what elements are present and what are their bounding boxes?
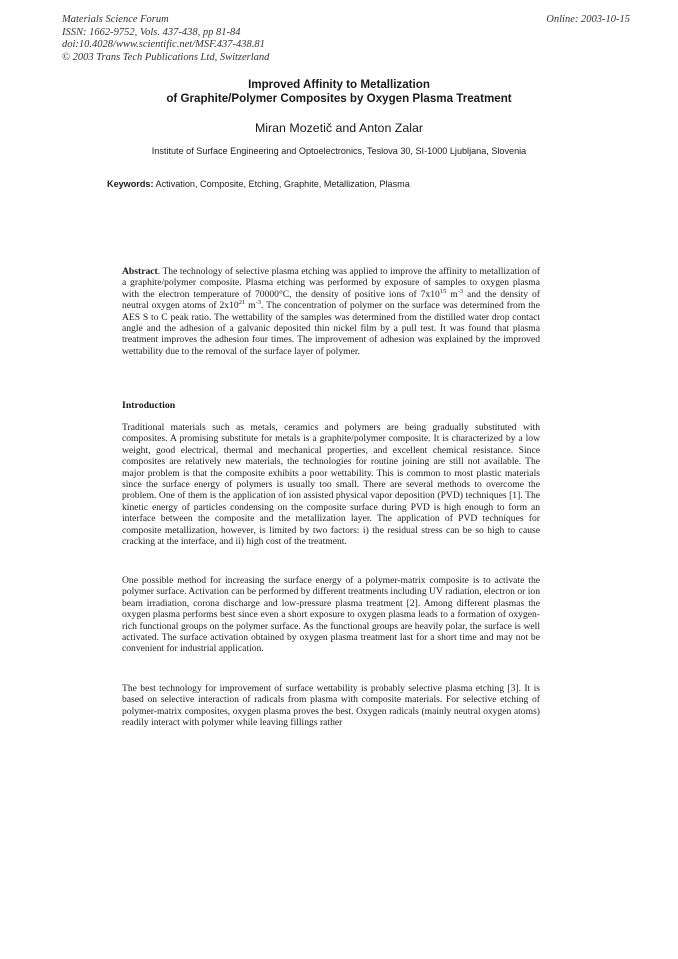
abstract-exp-3: 21 bbox=[238, 299, 246, 307]
keywords-list: Activation, Composite, Etching, Graphite, Metallization, Plasma bbox=[155, 179, 410, 189]
keywords-label: Keywords: bbox=[107, 179, 154, 189]
title-line-2: of Graphite/Polymer Composites by Oxygen Plasma Treatment bbox=[166, 92, 512, 105]
abstract-text-1: . The technology of selective plasma etching was applied to improve the affinity to metallization of a graphite/polymer composite. Plasma etching was performed by exposure of samples to oxygen plasma with the electron temperature of 70000°C, the density of positive ions of 7x10 bbox=[122, 266, 540, 300]
paper-title bbox=[0, 78, 678, 106]
journal-issn: ISSN: 1662-9752, Vols. 437-438, pp 81-84 bbox=[62, 26, 241, 38]
journal-name: Materials Science Forum bbox=[62, 14, 169, 25]
journal-header bbox=[62, 14, 269, 64]
abstract-label: Abstract bbox=[122, 266, 158, 277]
title-line-1: Improved Affinity to Metallization bbox=[248, 78, 430, 91]
intro-paragraph-3: The best technology for improvement of surface wettability is probably selective plasma etching [3]. It is based on selective interaction of radicals from plasma with composite materials. For selective etching of polymer-matrix composites, oxygen plasma proves the best. Oxygen radicals (mainly neutral oxygen atoms) readily interact with polymer while leaving fillings rather bbox=[122, 683, 540, 729]
abstract bbox=[122, 266, 540, 357]
affiliation: Institute of Surface Engineering and Optoelectronics, Teslova 30, SI-1000 Ljubljana, Slovenia bbox=[151, 146, 527, 156]
abstract-text-4: m bbox=[245, 300, 256, 312]
abstract-text-3: and the density of neutral oxygen atoms of 2x10 bbox=[122, 288, 540, 312]
abstract-exp-4: -3 bbox=[255, 299, 261, 307]
keywords bbox=[107, 179, 410, 189]
intro-paragraph-2: One possible method for increasing the surface energy of a polymer-matrix composite is to activate the polymer surface. Activation can be performed by different treatments including UV radiation, electron or ion beam irradiation, corona discharge and low-pressure plasma treatment [2]. Among different plasmas the oxygen plasma performs best since even a short exposure to oxygen plasma leads to a formation of oxygen-rich functional groups on the polymer surface. As the functional groups are heavily polar, the surface is well activated. The surface activation obtained by oxygen plasma treatment last for a short time and may not be convenient for industrial application. bbox=[122, 575, 540, 655]
journal-copyright: © 2003 Trans Tech Publications Ltd, Switzerland bbox=[62, 51, 270, 63]
online-date: Online: 2003-10-15 bbox=[546, 14, 630, 25]
abstract-exp-2: -3 bbox=[457, 287, 464, 295]
journal-doi: doi:10.4028/www.scientific.net/MSF.437-438.81 bbox=[62, 39, 265, 50]
abstract-text-2: m bbox=[446, 288, 458, 300]
abstract-exp-1: 15 bbox=[439, 287, 447, 295]
intro-paragraph-1: Traditional materials such as metals, ceramics and polymers are being gradually substituted with composites. A promising substitute for metals is a graphite/polymer composite. It is characterized by a low weight, good electrical, thermal and mechanical properties, and excellent chemical resistance. Since composites are relatively new materials, the technologies for routine joining are still not available. The major problem is that the composite exhibits a poor wettability. This is common to most plastic materials since the surface energy of polymers is usually too small. There are several methods to overcome the problem. One of them is the application of ion assisted physical vapor deposition (PVD) techniques [1]. The kinetic energy of particles condensing on the composite surface during PVD is high enough to form an interface between the composite and the metallization layer. The application of PVD techniques for composite metallization, however, is limited by two factors: i) the residual stress can be so high to cause cracking at the interface, and ii) high cost of the treatment. bbox=[122, 422, 540, 548]
authors: Miran Mozetič and Anton Zalar bbox=[254, 121, 424, 135]
section-heading-introduction: Introduction bbox=[122, 400, 176, 411]
abstract-text-5: . The concentration of polymer on the surface was determined from the AES S to C peak ratio. The wettability of the samples was determined from the distilled water drop contact angle and the adhesion of a galvanic deposited thin nickel film by a pull test. It was found that plasma treatment improves the adhesion four times. The improvement of adhesion was explained by the improved wettability due to the removal of the surface layer of polymer. bbox=[122, 300, 540, 357]
